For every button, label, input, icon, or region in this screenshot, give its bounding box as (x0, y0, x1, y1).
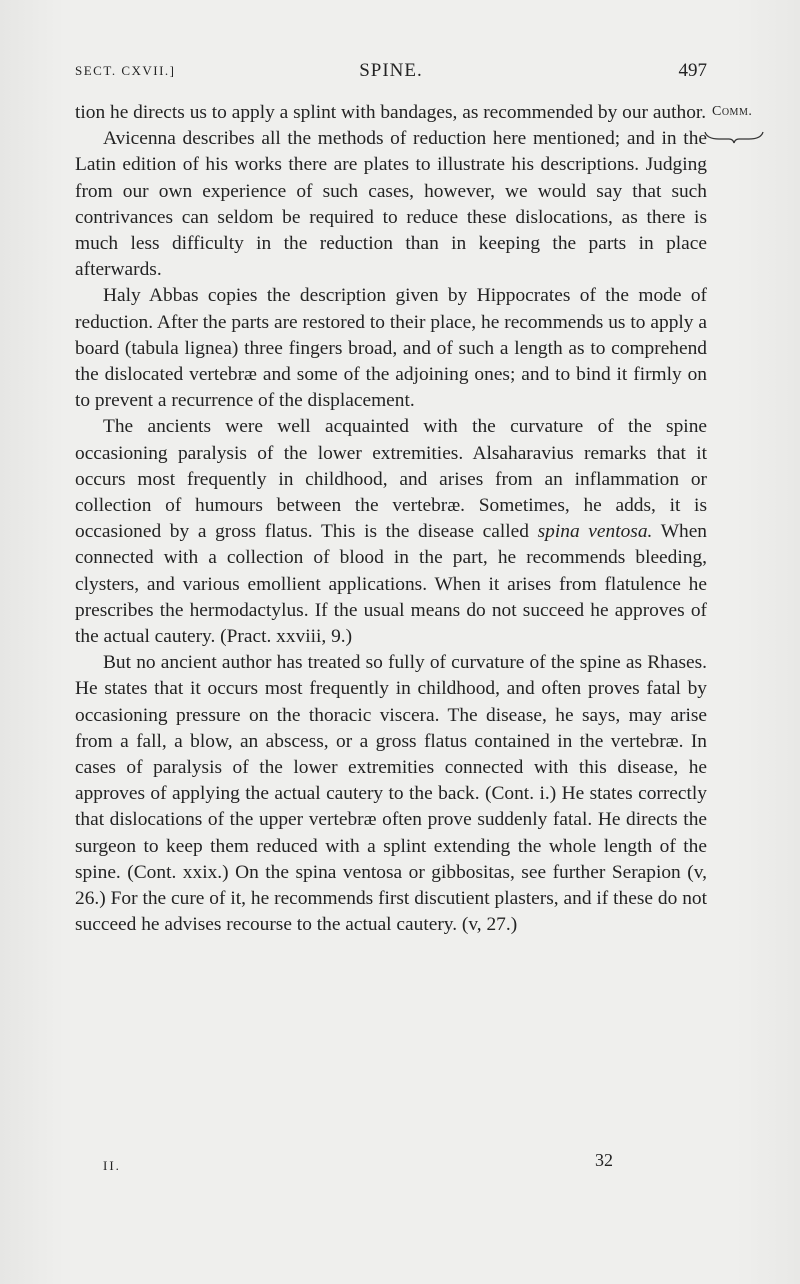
page-footer (75, 1150, 707, 1176)
paragraph-text: Haly Abbas copies the description given by Hippocrates of the mode of reduction. After the parts are restored to their place, he recommends us to apply a board (tabula lignea) three fingers broad, and of such a length as to comprehend the dislocated vertebræ and some of the adjoining ones; and to bind it firmly on to prevent a recurrence of the displacement. (75, 285, 707, 412)
italic-term: spina ventosa. (537, 521, 653, 543)
paragraph (75, 650, 707, 938)
paragraph (75, 283, 707, 414)
running-head (75, 60, 707, 88)
paragraph-text: The ancients were well acquainted with the curvature of the spine occasioning paralysis of the lower extremities. Alsaharavius remarks that it occurs most frequently in childhood, and arises from an inflammation or collection of humours between the vertebræ. Sometimes, he adds, it is occasioned by a gross flatus. This is the disease called (75, 416, 707, 543)
section-reference: SECT. CXVII.] (75, 63, 176, 78)
signature-mark: II. (103, 1158, 121, 1173)
paragraph (75, 100, 707, 126)
page-number: 497 (678, 60, 707, 81)
body-text (75, 100, 707, 939)
margin-note: Comm. (712, 104, 753, 119)
paragraph-text: When connected with a collection of blood in the part, he recommends bleeding, clysters, and various emollient applications. When it arises from flatulence he prescribes the hermodactylus. If the usual means do not succeed he approves of the actual cautery. (Pract. xxviii, 9.) (75, 521, 707, 648)
paragraph (75, 126, 707, 283)
page-title: SPINE. (359, 60, 423, 81)
paragraph-text: tion he directs us to apply a splint with bandages, as recommended by our author. (75, 102, 707, 123)
paragraph-text: But no ancient author has treated so fully of curvature of the spine as Rhases. He states that it occurs most frequently in childhood, and often proves fatal by occasioning pressure on the thoracic viscera. The disease, he says, may arise from a fall, a blow, an abscess, or a gross flatus contained in the vertebræ. In cases of paralysis of the lower extremities connected with this disease, he approves of applying the actual cautery to the back. (Cont. i.) He states correctly that dislocations of the upper vertebræ often prove suddenly fatal. He directs the surgeon to keep them reduced with a splint extending the whole length of the spine. (Cont. xxix.) On the spina ventosa or gibbositas, see further Serapion (v, 26.) For the cure of it, he recommends first discutient plasters, and if these do not succeed he advises recourse to the actual cautery. (v, 27.) (75, 652, 707, 936)
paragraph-text: Avicenna describes all the methods of reduction here mentioned; and in the Latin edition of his works there are plates to illustrate his descriptions. Judging from our own experience of such cases, however, we would say that such contrivances can seldom be required to reduce these dislocations, as there is much less difficulty in the reduction than in keeping the parts in place afterwards. (75, 128, 707, 281)
signature-number: 32 (595, 1150, 613, 1170)
paragraph (75, 414, 707, 650)
brace-icon (703, 130, 765, 144)
